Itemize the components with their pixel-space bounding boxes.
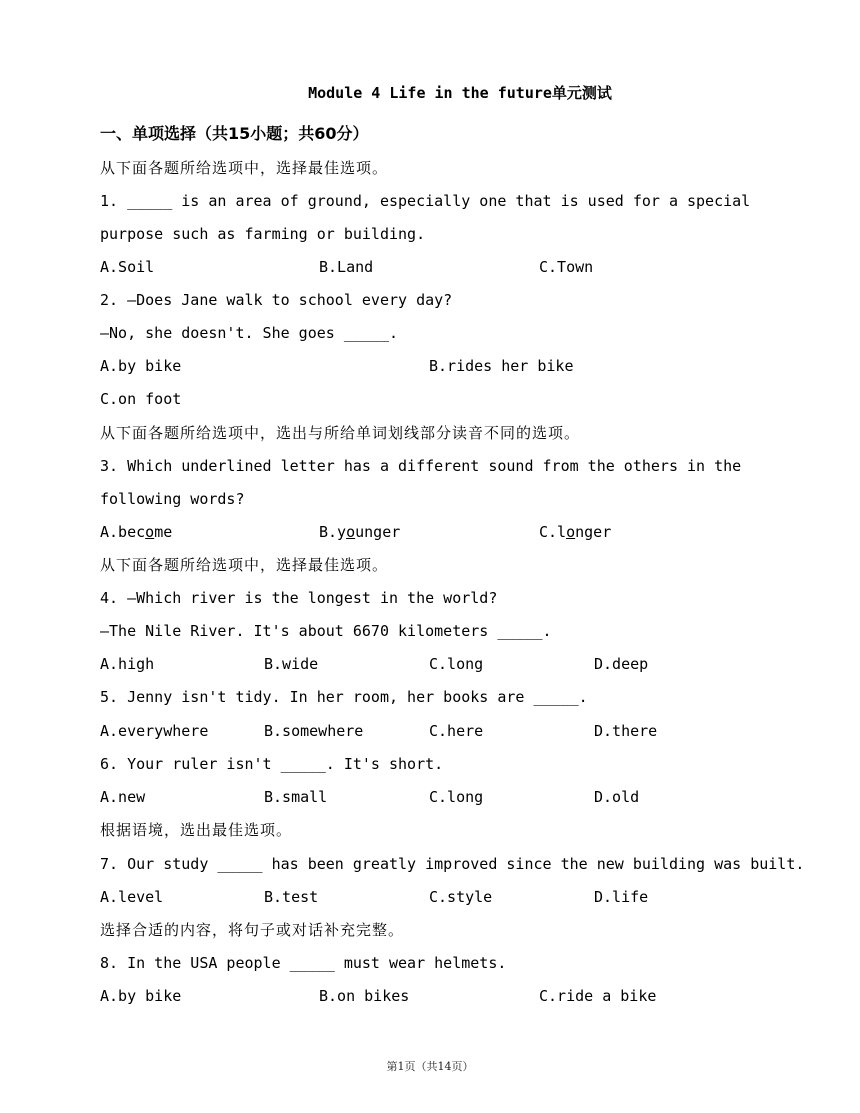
section-heading: 一、单项选择（共15小题；共60分） xyxy=(100,124,369,143)
q2-option-c: C.on foot xyxy=(100,390,182,408)
question-1-line-2: purpose such as farming or building. xyxy=(100,225,426,243)
q1-option-b: B.Land xyxy=(319,258,374,276)
q4-option-c: C.long xyxy=(429,655,484,673)
q7-option-d: D.life xyxy=(594,888,649,906)
instruction: 从下面各题所给选项中，选出与所给单词划线部分读音不同的选项。 xyxy=(100,424,581,442)
instruction: 从下面各题所给选项中，选择最佳选项。 xyxy=(100,159,389,177)
question-3-line-1: 3. Which underlined letter has a different sound from the others in the xyxy=(100,457,742,475)
question-4-line-2: —The Nile River. It's about 6670 kilometers _____. xyxy=(100,622,552,640)
q5-option-a: A.everywhere xyxy=(100,722,209,740)
q6-option-d: D.old xyxy=(594,788,640,806)
q6-option-c: C.long xyxy=(429,788,484,806)
question-1-line-1: 1. _____ is an area of ground, especially one that is used for a special xyxy=(100,192,751,210)
question-7-line-1: 7. Our study _____ has been greatly improved since the new building was built. xyxy=(100,855,805,873)
question-2-line-2: —No, she doesn't. She goes _____. xyxy=(100,324,399,342)
page-footer: 第1页（共14页） xyxy=(386,1060,474,1073)
q1-option-c: C.Town xyxy=(539,258,594,276)
question-2-line-1: 2. —Does Jane walk to school every day? xyxy=(100,291,453,309)
q7-option-b: B.test xyxy=(264,888,319,906)
q6-option-a: A.new xyxy=(100,788,146,806)
question-4-line-1: 4. —Which river is the longest in the world? xyxy=(100,589,498,607)
q3-option-c: C.longer xyxy=(539,523,612,541)
q4-option-a: A.high xyxy=(100,655,155,673)
q2-option-a: A.by bike xyxy=(100,357,182,375)
q1-option-a: A.Soil xyxy=(100,258,155,276)
q8-option-c: C.ride a bike xyxy=(539,987,657,1005)
question-5-line-1: 5. Jenny isn't tidy. In her room, her books are _____. xyxy=(100,688,588,706)
instruction: 根据语境，选出最佳选项。 xyxy=(100,821,293,839)
instruction: 从下面各题所给选项中，选择最佳选项。 xyxy=(100,556,389,574)
q7-option-c: C.style xyxy=(429,888,493,906)
q3-option-a: A.become xyxy=(100,523,173,541)
question-6-line-1: 6. Your ruler isn't _____. It's short. xyxy=(100,755,444,773)
q8-option-a: A.by bike xyxy=(100,987,182,1005)
q4-option-d: D.deep xyxy=(594,655,649,673)
q5-option-b: B.somewhere xyxy=(264,722,364,740)
q5-option-c: C.here xyxy=(429,722,484,740)
question-8-line-1: 8. In the USA people _____ must wear helmets. xyxy=(100,954,507,972)
q7-option-a: A.level xyxy=(100,888,164,906)
page-title: Module 4 Life in the future单元测试 xyxy=(308,84,612,102)
q4-option-b: B.wide xyxy=(264,655,319,673)
instruction: 选择合适的内容，将句子或对话补充完整。 xyxy=(100,921,405,939)
q6-option-b: B.small xyxy=(264,788,328,806)
question-3-line-2: following words? xyxy=(100,490,245,508)
q3-option-b: B.younger xyxy=(319,523,401,541)
q5-option-d: D.there xyxy=(594,722,658,740)
q2-option-b: B.rides her bike xyxy=(429,357,574,375)
q8-option-b: B.on bikes xyxy=(319,987,410,1005)
